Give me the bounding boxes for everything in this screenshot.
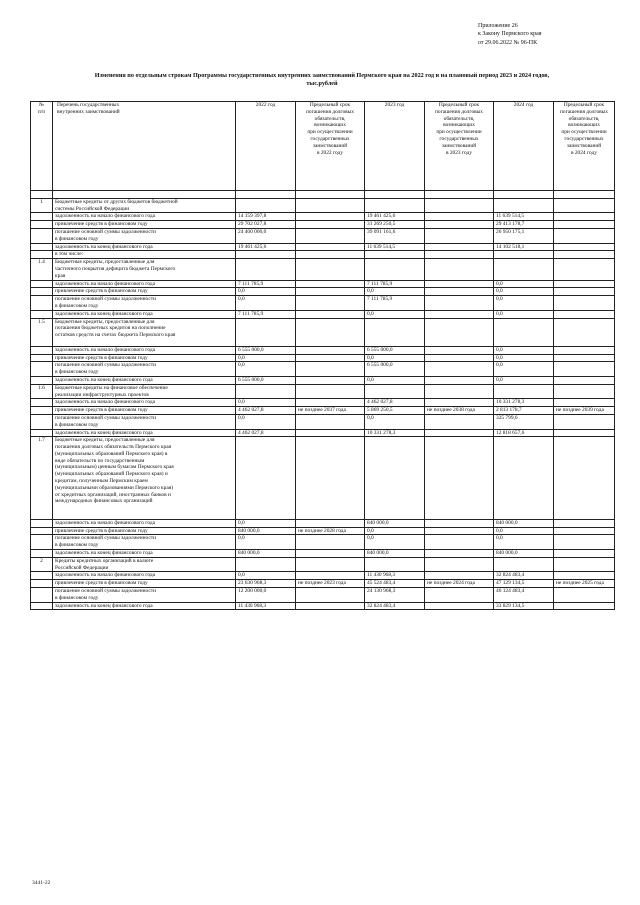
value-2024: 12 818 657,6 <box>494 429 554 437</box>
value-2024: 0,0 <box>494 527 554 535</box>
row-name: задолженность на начало финансового года <box>53 280 236 288</box>
row-number <box>31 288 53 296</box>
row-number <box>31 580 53 588</box>
term-2022: не позднее 2023 года <box>296 580 365 588</box>
value-2022: 14 159 397,8 <box>236 213 296 221</box>
term-2024 <box>554 251 615 259</box>
value-2023: 45 524 483,4 <box>365 580 425 588</box>
term-2022 <box>296 251 365 259</box>
row-number: 1.6 <box>31 384 53 399</box>
value-2024 <box>494 384 554 399</box>
table-row <box>31 243 615 251</box>
table-row <box>31 213 615 221</box>
term-2023 <box>425 243 494 251</box>
table-row <box>31 384 615 399</box>
row-name: погашение основной суммы задолженности в финансовом году <box>53 296 236 311</box>
term-2023 <box>425 221 494 229</box>
term-2024 <box>554 429 615 437</box>
table-row <box>31 550 615 558</box>
term-2023 <box>425 588 494 603</box>
value-2024: 26 950 175,1 <box>494 228 554 243</box>
row-number <box>31 535 53 550</box>
term-2024 <box>554 588 615 603</box>
header-term-2022: Предельный срок погашения долговых обязательств, возникающих при осуществлении государственных заимствований в 2022 году <box>296 102 365 191</box>
row-name: задолженность на конец финансового года <box>53 243 236 251</box>
table-row <box>31 251 615 259</box>
value-2023: 0,0 <box>365 527 425 535</box>
table-row <box>31 399 615 407</box>
term-2023: не позднее 2038 года <box>425 407 494 415</box>
row-name: задолженность на конец финансового года <box>53 602 236 610</box>
row-number <box>31 310 53 318</box>
row-name: Бюджетные кредиты, предоставленные для частичного покрытия дефицита бюджета Пермского края <box>53 259 236 280</box>
value-2023: 11 430 968,3 <box>365 572 425 580</box>
value-2022: 0,0 <box>236 296 296 311</box>
term-2023 <box>425 437 494 520</box>
row-name: задолженность на начало финансового года <box>53 399 236 407</box>
term-2022 <box>296 384 365 399</box>
term-2023 <box>425 399 494 407</box>
value-2024 <box>494 259 554 280</box>
term-2023 <box>425 251 494 259</box>
value-2023: 7 111 785,9 <box>365 280 425 288</box>
term-2024 <box>554 280 615 288</box>
row-number <box>31 251 53 259</box>
value-2023: 0,0 <box>365 535 425 550</box>
value-2024 <box>494 251 554 259</box>
row-name: Бюджетные кредиты от других бюджетов бюджетной системы Российской Федерации <box>53 198 236 213</box>
table-row <box>31 407 615 415</box>
value-2024: 840 000,0 <box>494 519 554 527</box>
value-2024: 32 824 483,4 <box>494 572 554 580</box>
value-2023: 19 461 425,6 <box>365 213 425 221</box>
row-name: привлечение средств в финансовом году <box>53 580 236 588</box>
value-2022: 0,0 <box>236 519 296 527</box>
row-number: 2 <box>31 557 53 572</box>
value-2024 <box>494 318 554 346</box>
term-2022 <box>296 198 365 213</box>
term-2023 <box>425 602 494 610</box>
term-2024 <box>554 259 615 280</box>
value-2023: 31 269 250,5 <box>365 221 425 229</box>
row-number <box>31 346 53 354</box>
value-2024 <box>494 198 554 213</box>
value-2024: 29 413 178,7 <box>494 221 554 229</box>
value-2023 <box>365 557 425 572</box>
row-name: погашение основной суммы задолженности в финансовом году <box>53 414 236 429</box>
value-2023: 840 000,0 <box>365 519 425 527</box>
row-name: привлечение средств в финансовом году <box>53 527 236 535</box>
value-2022 <box>236 251 296 259</box>
term-2022 <box>296 362 365 377</box>
value-2024: 33 829 134,5 <box>494 602 554 610</box>
row-number <box>31 519 53 527</box>
value-2022: 12 200 000,0 <box>236 588 296 603</box>
term-2022 <box>296 602 365 610</box>
term-2023 <box>425 296 494 311</box>
term-2022 <box>296 588 365 603</box>
value-2024: 0,0 <box>494 296 554 311</box>
value-2022: 23 630 968,3 <box>236 580 296 588</box>
header-term-2023: Предельный срок погашения долговых обязательств, возникающих при осуществлении государственных заимствований в 2023 году <box>425 102 494 191</box>
term-2024 <box>554 362 615 377</box>
term-2022 <box>296 259 365 280</box>
row-number: 1 <box>31 198 53 213</box>
value-2023 <box>365 318 425 346</box>
value-2023 <box>365 251 425 259</box>
table-row <box>31 429 615 437</box>
value-2023: 24 130 968,3 <box>365 588 425 603</box>
term-2024 <box>554 296 615 311</box>
table-row <box>31 527 615 535</box>
row-name: задолженность на конец финансового года <box>53 310 236 318</box>
value-2022: 0,0 <box>236 362 296 377</box>
row-number <box>31 429 53 437</box>
row-name: задолженность на конец финансового года <box>53 429 236 437</box>
term-2023 <box>425 519 494 527</box>
term-2022: не позднее 2037 года <box>296 407 365 415</box>
value-2023: 4 462 027,8 <box>365 399 425 407</box>
row-number <box>31 221 53 229</box>
value-2023: 0,0 <box>365 376 425 384</box>
term-2022 <box>296 376 365 384</box>
row-number <box>31 527 53 535</box>
value-2023 <box>365 259 425 280</box>
term-2024 <box>554 602 615 610</box>
term-2024 <box>554 399 615 407</box>
value-2022: 840 000,0 <box>236 527 296 535</box>
row-name: Бюджетные кредиты, предоставленные для погашения бюджетных кредитов на пополнение остатков средств на счетах бюджета Пермского края <box>53 318 236 346</box>
header-2023: 2023 год <box>365 102 425 191</box>
table-row <box>31 557 615 572</box>
value-2023 <box>365 198 425 213</box>
value-2022 <box>236 384 296 399</box>
value-2022: 7 111 785,9 <box>236 280 296 288</box>
table-header-row <box>31 102 615 191</box>
row-number <box>31 588 53 603</box>
table-row <box>31 535 615 550</box>
term-2023: не позднее 2024 года <box>425 580 494 588</box>
value-2023: 39 091 161,6 <box>365 228 425 243</box>
value-2024: 325 799,6 <box>494 414 554 429</box>
term-2023 <box>425 259 494 280</box>
value-2023: 10 331 278,3 <box>365 429 425 437</box>
term-2022 <box>296 399 365 407</box>
row-number <box>31 228 53 243</box>
header-name: Перечень государственных внутренних заимствований <box>53 102 236 191</box>
value-2024: 10 331 278,3 <box>494 399 554 407</box>
term-2022 <box>296 550 365 558</box>
row-number <box>31 407 53 415</box>
header-2024: 2024 год <box>494 102 554 191</box>
term-2024 <box>554 384 615 399</box>
appendix-note <box>478 22 542 47</box>
row-number <box>31 280 53 288</box>
table-row <box>31 346 615 354</box>
term-2024 <box>554 221 615 229</box>
term-2022 <box>296 557 365 572</box>
header-2022: 2022 год <box>236 102 296 191</box>
term-2024 <box>554 557 615 572</box>
value-2022 <box>236 557 296 572</box>
value-2022: 0,0 <box>236 414 296 429</box>
term-2023 <box>425 376 494 384</box>
value-2022: 4 462 027,8 <box>236 407 296 415</box>
term-2024 <box>554 228 615 243</box>
term-2024 <box>554 414 615 429</box>
table-row <box>31 198 615 213</box>
row-number <box>31 362 53 377</box>
row-name: погашение основной суммы задолженности в финансовом году <box>53 362 236 377</box>
row-name: Кредиты кредитных организаций в валюте Российской Федерации <box>53 557 236 572</box>
row-number <box>31 414 53 429</box>
term-2023 <box>425 288 494 296</box>
table-row <box>31 296 615 311</box>
value-2022: 840 000,0 <box>236 550 296 558</box>
value-2024: 0,0 <box>494 310 554 318</box>
row-name: задолженность на начало финансового года <box>53 346 236 354</box>
value-2022: 0,0 <box>236 288 296 296</box>
table-row <box>31 362 615 377</box>
value-2022: 6 555 000,0 <box>236 376 296 384</box>
value-2024: 0,0 <box>494 354 554 362</box>
value-2022: 4 462 027,8 <box>236 429 296 437</box>
term-2023 <box>425 414 494 429</box>
borrowings-table <box>30 101 615 610</box>
table-row <box>31 221 615 229</box>
term-2024 <box>554 376 615 384</box>
term-2022 <box>296 221 365 229</box>
value-2024: 0,0 <box>494 288 554 296</box>
value-2024 <box>494 437 554 520</box>
row-number <box>31 572 53 580</box>
term-2023 <box>425 384 494 399</box>
appendix-line: от 29.06.2022 № 96-ПК <box>478 39 538 46</box>
value-2023: 5 869 250,5 <box>365 407 425 415</box>
document-title: Изменения по отдельным строкам Программы государственных внутренних заимствований Пермского края на 2022 год и на плановый период 2023 и 2024 годов, тыс.рублей <box>94 72 550 88</box>
table-row <box>31 414 615 429</box>
term-2023 <box>425 362 494 377</box>
row-name: Бюджетные кредиты на финансовое обеспечение реализации инфраструктурных проектов <box>53 384 236 399</box>
term-2023 <box>425 550 494 558</box>
value-2023 <box>365 437 425 520</box>
value-2023: 6 555 000,0 <box>365 346 425 354</box>
value-2022: 29 702 027,8 <box>236 221 296 229</box>
row-number <box>31 376 53 384</box>
term-2022 <box>296 243 365 251</box>
value-2024: 2 813 178,7 <box>494 407 554 415</box>
term-2023 <box>425 346 494 354</box>
term-2022 <box>296 519 365 527</box>
term-2024 <box>554 288 615 296</box>
table-row <box>31 376 615 384</box>
term-2024 <box>554 437 615 520</box>
table-row <box>31 259 615 280</box>
table-row <box>31 288 615 296</box>
term-2022 <box>296 535 365 550</box>
term-2022 <box>296 437 365 520</box>
table-row <box>31 519 615 527</box>
value-2024 <box>494 557 554 572</box>
row-number <box>31 354 53 362</box>
value-2023: 6 555 000,0 <box>365 362 425 377</box>
term-2024 <box>554 535 615 550</box>
term-2023 <box>425 280 494 288</box>
term-2022 <box>296 296 365 311</box>
value-2024: 0,0 <box>494 280 554 288</box>
value-2023 <box>365 384 425 399</box>
value-2022 <box>236 259 296 280</box>
term-2024 <box>554 519 615 527</box>
value-2024: 0,0 <box>494 376 554 384</box>
row-name: в том числе: <box>53 251 236 259</box>
value-2022: 6 555 000,0 <box>236 346 296 354</box>
term-2022 <box>296 310 365 318</box>
table-body <box>31 198 615 610</box>
term-2024 <box>554 354 615 362</box>
term-2024 <box>554 243 615 251</box>
term-2023 <box>425 310 494 318</box>
term-2022 <box>296 228 365 243</box>
term-2024 <box>554 213 615 221</box>
term-2023 <box>425 572 494 580</box>
term-2024 <box>554 318 615 346</box>
row-number <box>31 243 53 251</box>
row-name: привлечение средств в финансовом году <box>53 288 236 296</box>
term-2022 <box>296 354 365 362</box>
header-spacer-row <box>31 191 615 199</box>
appendix-line: Приложение 26 <box>478 23 518 29</box>
term-2022: не позднее 2028 года <box>296 527 365 535</box>
term-2023 <box>425 354 494 362</box>
term-2022 <box>296 429 365 437</box>
row-name: задолженность на конец финансового года <box>53 550 236 558</box>
value-2022: 11 430 968,3 <box>236 602 296 610</box>
header-num: № п/п <box>31 102 53 191</box>
value-2023: 32 824 483,4 <box>365 602 425 610</box>
term-2022 <box>296 213 365 221</box>
value-2022: 24 400 000,0 <box>236 228 296 243</box>
value-2022: 0,0 <box>236 535 296 550</box>
document-code: 3441-22 <box>32 880 51 886</box>
value-2023: 11 639 514,5 <box>365 243 425 251</box>
row-name: Бюджетные кредиты, предоставленные для погашения долговых обязательств Пермского края (муниципальных образований Пермского края) в виде обязательств по государственным (муниципальным) ценным бумагам Пермского края (муниципальных образований Пермского края) и кредитам, полученным Пермским краем (муниципальными образованиями Пермского края) от кредитных организаций, иностранных банков и международных финансовых организаций <box>53 437 236 520</box>
row-name: задолженность на начало финансового года <box>53 572 236 580</box>
term-2024: не позднее 2025 года <box>554 580 615 588</box>
term-2024 <box>554 310 615 318</box>
term-2023 <box>425 198 494 213</box>
value-2023: 840 000,0 <box>365 550 425 558</box>
row-name: задолженность на начало финансового года <box>53 213 236 221</box>
table-row <box>31 310 615 318</box>
value-2022: 0,0 <box>236 354 296 362</box>
term-2022 <box>296 414 365 429</box>
header-term-2024: Предельный срок погашения долговых обязательств, возникающих при осуществлении государственных заимствований в 2024 году <box>554 102 615 191</box>
term-2023 <box>425 213 494 221</box>
term-2022 <box>296 280 365 288</box>
term-2023 <box>425 535 494 550</box>
term-2022 <box>296 288 365 296</box>
row-name: привлечение средств в финансовом году <box>53 354 236 362</box>
table-row <box>31 572 615 580</box>
value-2024: 47 129 134,5 <box>494 580 554 588</box>
row-name: задолженность на начало финансового года <box>53 519 236 527</box>
row-name: задолженность на конец финансового года <box>53 376 236 384</box>
value-2023: 0,0 <box>365 288 425 296</box>
row-name: погашение основной суммы задолженности в финансовом году <box>53 535 236 550</box>
value-2024: 46 124 483,4 <box>494 588 554 603</box>
row-number <box>31 213 53 221</box>
row-number: 1.4 <box>31 259 53 280</box>
row-number <box>31 296 53 311</box>
row-number <box>31 602 53 610</box>
value-2024: 11 639 514,5 <box>494 213 554 221</box>
term-2023 <box>425 557 494 572</box>
row-name: привлечение средств в финансовом году <box>53 221 236 229</box>
term-2024: не позднее 2039 года <box>554 407 615 415</box>
term-2023 <box>425 318 494 346</box>
table-row <box>31 354 615 362</box>
table-row <box>31 437 615 520</box>
term-2024 <box>554 550 615 558</box>
value-2023: 0,0 <box>365 354 425 362</box>
value-2022: 7 111 785,9 <box>236 310 296 318</box>
appendix-line: к Закону Пермского края <box>478 31 542 38</box>
table-row <box>31 228 615 243</box>
value-2022 <box>236 437 296 520</box>
row-number <box>31 550 53 558</box>
value-2022 <box>236 318 296 346</box>
value-2024: 840 000,0 <box>494 550 554 558</box>
term-2023 <box>425 228 494 243</box>
value-2023: 0,0 <box>365 310 425 318</box>
table-row <box>31 602 615 610</box>
value-2022 <box>236 198 296 213</box>
value-2022: 0,0 <box>236 399 296 407</box>
value-2024: 14 102 518,1 <box>494 243 554 251</box>
value-2024: 0,0 <box>494 362 554 377</box>
term-2022 <box>296 318 365 346</box>
term-2022 <box>296 572 365 580</box>
value-2023: 7 111 785,9 <box>365 296 425 311</box>
row-name: погашение основной суммы задолженности в финансовом году <box>53 588 236 603</box>
table-row <box>31 588 615 603</box>
term-2022 <box>296 346 365 354</box>
value-2024: 0,0 <box>494 535 554 550</box>
value-2023: 0,0 <box>365 414 425 429</box>
value-2022: 0,0 <box>236 572 296 580</box>
table-row <box>31 280 615 288</box>
row-name: погашение основной суммы задолженности в финансовом году <box>53 228 236 243</box>
row-name: привлечение средств в финансовом году <box>53 407 236 415</box>
term-2024 <box>554 346 615 354</box>
value-2022: 19 461 425,6 <box>236 243 296 251</box>
term-2023 <box>425 429 494 437</box>
row-number: 1.5 <box>31 318 53 346</box>
value-2024: 0,0 <box>494 346 554 354</box>
row-number: 1.7 <box>31 437 53 520</box>
table-row <box>31 580 615 588</box>
term-2023 <box>425 527 494 535</box>
term-2024 <box>554 527 615 535</box>
row-number <box>31 399 53 407</box>
term-2024 <box>554 198 615 213</box>
table-row <box>31 318 615 346</box>
term-2024 <box>554 572 615 580</box>
